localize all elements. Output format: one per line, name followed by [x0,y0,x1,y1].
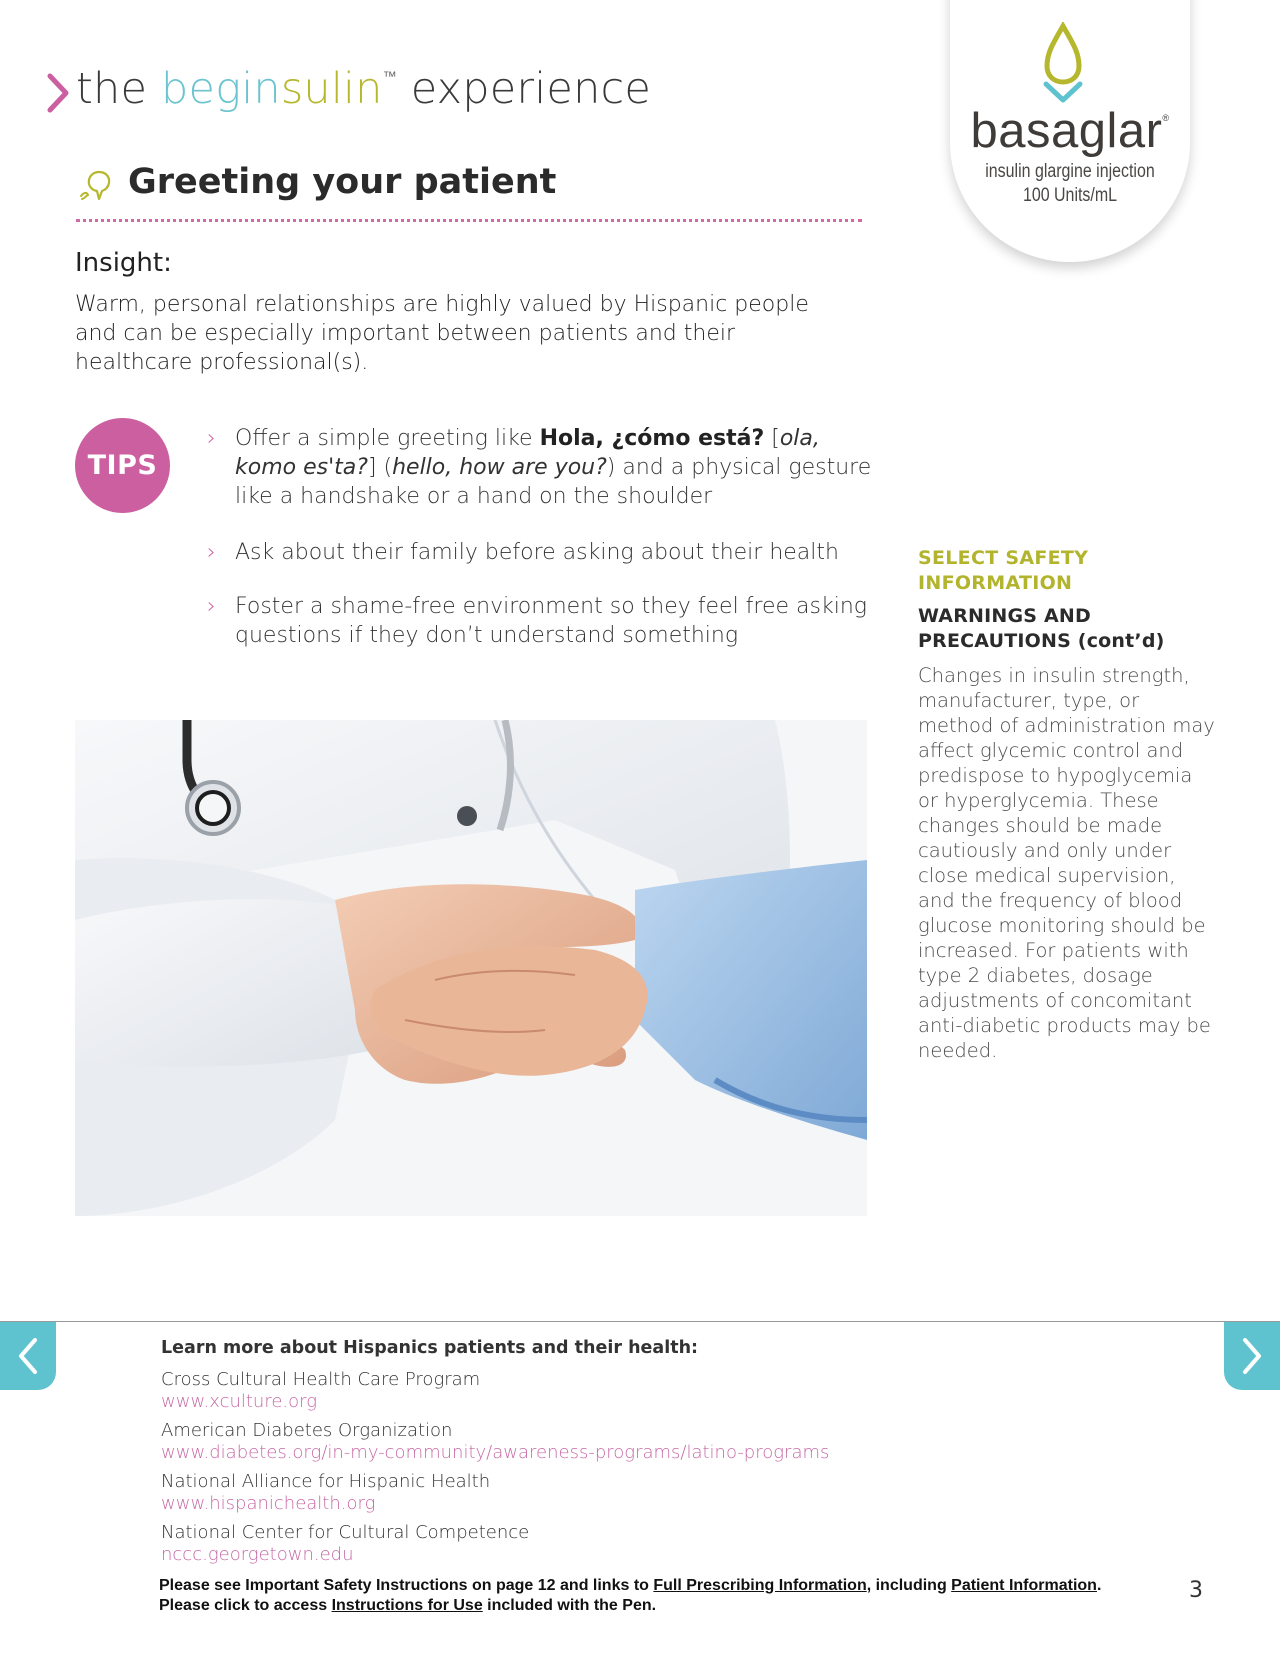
patient-information-link[interactable]: Patient Information [951,1577,1097,1594]
tip-item-1 [207,424,872,514]
footer-text: . [1096,1577,1102,1594]
handshake-photo [75,720,867,1216]
tip1-part: [ [764,426,780,451]
insight-heading: Insight: [75,248,172,278]
brand-subtitle [973,160,1166,208]
page-number: 3 [1189,1578,1203,1603]
footer-line-1 [159,1576,1159,1596]
brand-name [955,103,1185,159]
safety-heading: SELECT SAFETY INFORMATION [918,547,1089,594]
tips-badge: TIPS [75,418,170,513]
brand-name-text: basaglar [970,104,1163,158]
trademark-symbol: ™ [382,69,397,85]
resource-name: Cross Cultural Health Care Program [161,1369,481,1390]
resource-link[interactable]: www.xculture.org [161,1391,318,1412]
brand-subtitle-line2: 100 Units/mL [1022,185,1118,206]
tip1-part: ] ( [367,455,393,480]
handshake-illustration [75,720,867,1216]
resource-name: National Alliance for Hispanic Health [161,1471,491,1492]
tip-text-2: Ask about their family before asking about their health [235,540,839,565]
tip1-translation: hello, how are you? [392,455,607,480]
tip1-part: Offer a simple greeting like [235,426,540,451]
warnings-body: Changes in insulin strength, manufacturer, type, or method of administration may affect glycemic control and predispose to hypoglycemia or hyperglycemia. These changes should be made cautiously and only under close medical supervision, and the frequency of blood glucose monitoring should be increased. For patients with type 2 diabetes, dosage adjustments of concomitant anti-diabetic products may be needed. [918,664,1215,1062]
footer-line-2 [159,1596,1159,1616]
footer-text: , including [866,1577,952,1594]
tip-item-2 [207,538,867,570]
resource-link[interactable]: www.diabetes.org/in-my-community/awareness-programs/latino-programs [161,1442,830,1463]
bullet-arrow-icon: › [207,540,216,565]
resource-link[interactable]: www.hispanichealth.org [161,1493,376,1514]
section-divider [76,219,862,222]
header-chevron-icon [44,72,72,114]
chevron-right-icon [1237,1336,1267,1376]
resource-name: American Diabetes Organization [161,1420,453,1441]
speech-bubble-icon [78,168,112,202]
previous-page-button[interactable] [0,1322,56,1390]
tip-text-1 [235,424,875,511]
instructions-for-use-link[interactable]: Instructions for Use [331,1597,483,1614]
insight-body: Warm, personal relationships are highly valued by Hispanic people and can be especially important between patients and their healthcare professional(s). [75,292,809,375]
tip1-pronunciation: ola, komo es'ta? [235,426,820,480]
footer-text: Please see Important Safety Instructions on page 12 and links to [159,1577,654,1594]
header-title-the: the [76,64,162,114]
header-title-sulin: sulin [280,64,383,114]
bullet-arrow-icon: › [207,426,216,451]
section-title: Greeting your patient [128,162,557,202]
header-title-begin: begin [161,64,281,114]
footer-text: Please click to access [159,1597,332,1614]
footer-disclaimer [159,1576,1159,1616]
tip-item-3 [207,592,867,652]
brand-subtitle-line1: insulin glargine injection [985,161,1155,182]
header-title-experience: experience [396,64,652,114]
registered-mark: ® [1162,113,1170,123]
full-prescribing-info-link[interactable]: Full Prescribing Information [653,1577,867,1594]
drop-logo-icon [1034,22,1092,106]
footer-divider [0,1321,1280,1322]
bullet-arrow-icon: › [207,594,216,619]
chevron-left-icon [13,1336,43,1376]
next-page-button[interactable] [1224,1322,1280,1390]
resource-name: National Center for Cultural Competence [161,1522,530,1543]
warnings-heading: WARNINGS AND PRECAUTIONS (cont’d) [918,605,1165,652]
tip1-part: ) and a physical gesture like a handshake or a hand on the shoulder [235,455,872,509]
header-title [76,64,651,114]
learn-more-heading: Learn more about Hispanics patients and their health: [161,1338,699,1358]
footer-text: included with the Pen. [482,1597,657,1614]
resource-link[interactable]: nccc.georgetown.edu [161,1544,354,1565]
tip-text-3: Foster a shame-free environment so they feel free asking questions if they don’t understand something [235,594,867,648]
tip1-greeting: Hola, ¿cómo está? [539,426,765,451]
